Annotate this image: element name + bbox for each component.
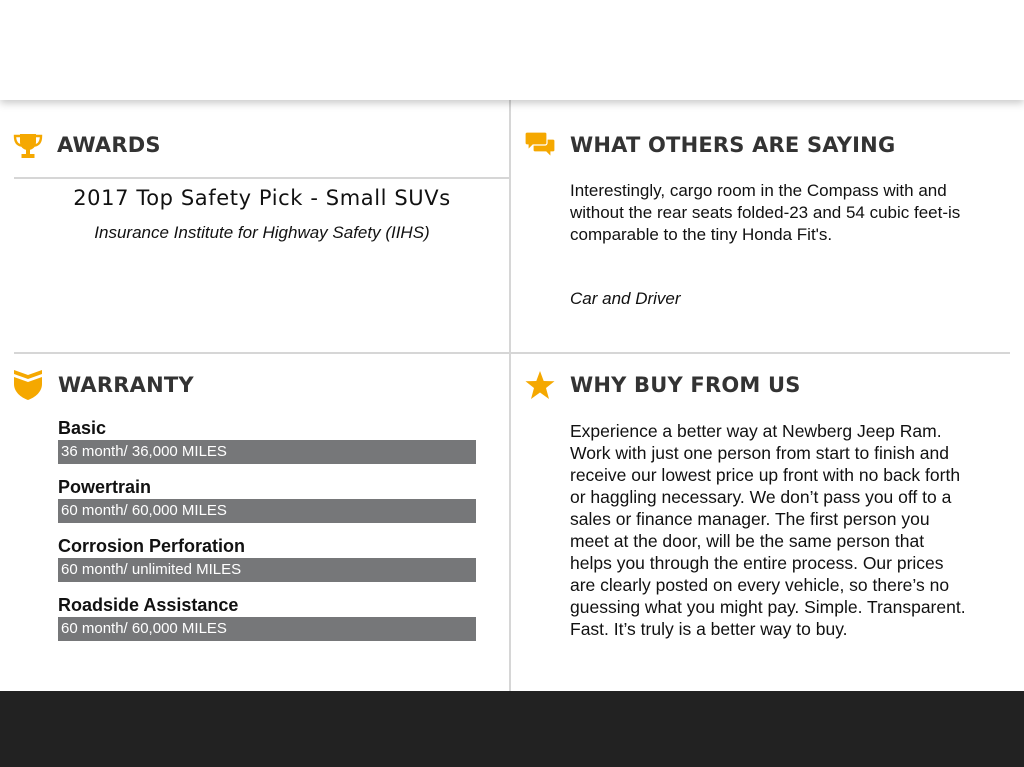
warranty-coverage-bar: 36 month/ 36,000 MILES: [58, 440, 476, 464]
reviews-heading: WHAT OTHERS ARE SAYING: [570, 133, 896, 157]
review-quote: Interestingly, cargo room in the Compass with and without the rear seats folded-23 and 54 cubic feet-is comparable to the tiny Honda Fit's.: [570, 181, 961, 244]
star-icon: [525, 371, 555, 400]
warranty-list: [58, 417, 476, 653]
why-buy-heading: WHY BUY FROM US: [570, 373, 801, 397]
review-source: Car and Driver: [570, 289, 681, 308]
top-header-bar: [0, 0, 1024, 100]
trophy-icon: [13, 132, 43, 160]
warranty-coverage-bar: 60 month/ 60,000 MILES: [58, 499, 476, 523]
warranty-name: Powertrain: [58, 477, 152, 497]
why-buy-text: Experience a better way at Newberg Jeep Ram. Work with just one person from start to finish and receive our lowest price up front with no back forth or haggling necessary. We don’t pass you off to a sales or finance manager. The first person you meet at the door, will be the same person that helps you through the entire process. Our prices are clearly posted on every vehicle, so there’s no guessing what you might pay. Simple. Transparent. Fast. It’s truly is a better way to buy.: [570, 421, 966, 639]
shield-icon: [13, 369, 43, 401]
warranty-heading: WARRANTY: [58, 373, 194, 397]
awards-heading: AWARDS: [57, 133, 161, 157]
warranty-name: Roadside Assistance: [58, 595, 239, 615]
warranty-item: [58, 594, 476, 641]
warranty-item: [58, 476, 476, 523]
warranty-name: Basic: [58, 418, 107, 438]
chat-bubbles-icon: [525, 132, 555, 158]
award-title: 2017 Top Safety Pick - Small SUVs: [73, 186, 451, 210]
warranty-item: [58, 535, 476, 582]
warranty-item: [58, 417, 476, 464]
middle-horizontal-divider: [14, 352, 1010, 354]
warranty-coverage-bar: 60 month/ 60,000 MILES: [58, 617, 476, 641]
awards-heading-divider: [14, 177, 510, 179]
warranty-coverage-bar: 60 month/ unlimited MILES: [58, 558, 476, 582]
award-source: Insurance Institute for Highway Safety (IIHS): [94, 223, 430, 242]
footer-bar: [0, 691, 1024, 767]
warranty-name: Corrosion Perforation: [58, 536, 246, 556]
